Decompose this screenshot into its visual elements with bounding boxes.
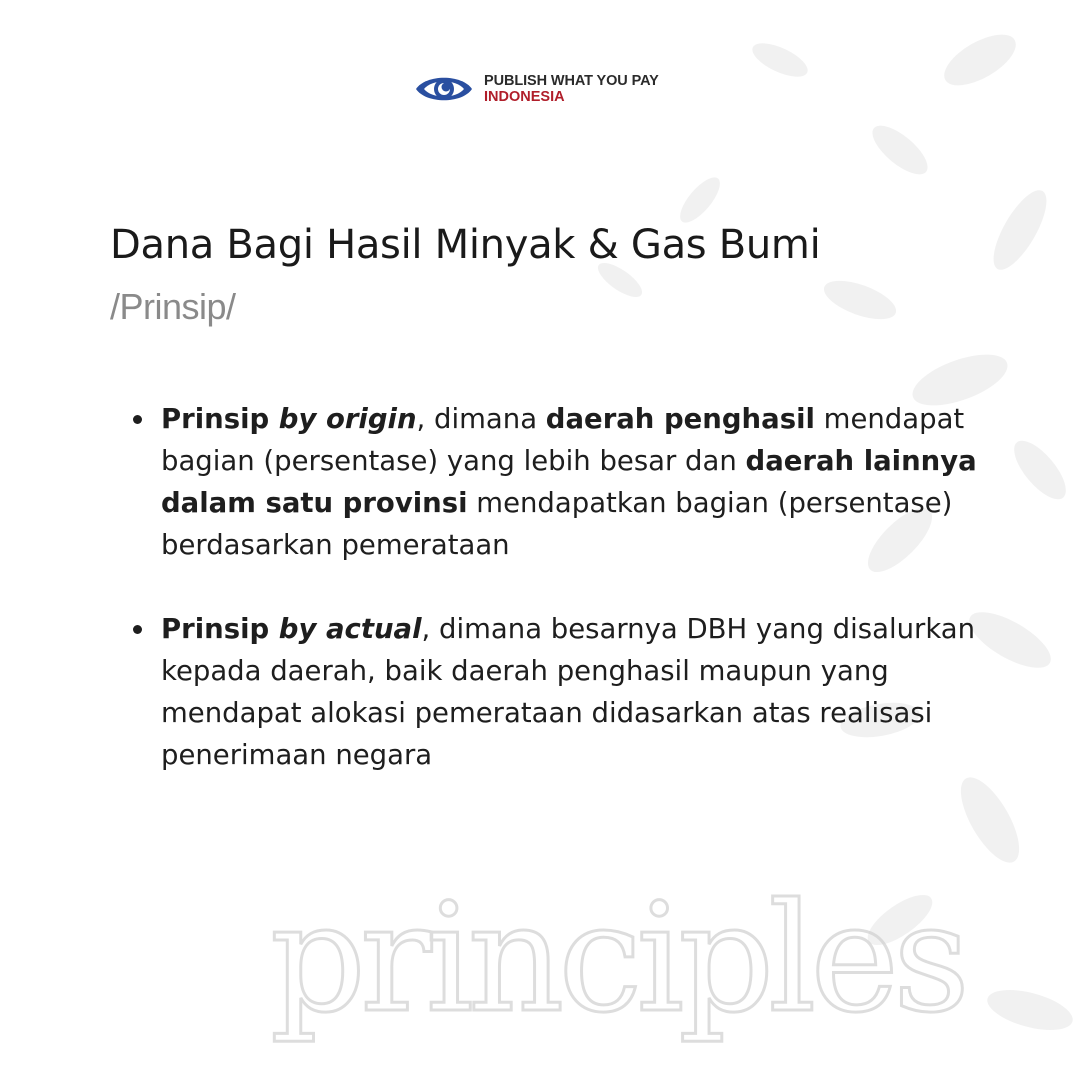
bullet-2-term: Prinsip	[161, 613, 279, 645]
principles-watermark	[270, 860, 965, 1060]
bullet-2-term-italic: by actual	[278, 613, 422, 645]
bullet-1-text-2: mendapat bagian (persentase) yang lebih besar dan	[161, 403, 965, 477]
bullet-1-term-italic: by origin	[278, 403, 417, 435]
bullet-1-text-3: mendapatkan bagian (persentase) berdasarkan pemerataan	[161, 487, 953, 561]
bullet-1-highlight-2: daerah lainnya dalam satu provinsi	[161, 445, 977, 519]
bullet-1-highlight-1: daerah penghasil	[545, 403, 815, 435]
eye-logo-icon	[414, 72, 474, 106]
logo-line-1: PUBLISH WHAT YOU PAY	[484, 73, 659, 89]
page-subtitle: /Prinsip/	[110, 286, 236, 327]
logo-line-2: INDONESIA	[484, 89, 565, 105]
bullet-by-origin	[131, 398, 981, 566]
page-title: Dana Bagi Hasil Minyak & Gas Bumi	[110, 222, 821, 268]
bullet-by-actual	[131, 608, 981, 776]
watermark-text: principles	[270, 872, 965, 1046]
publish-what-you-pay-logo	[414, 72, 659, 106]
bullet-1-term: Prinsip	[161, 403, 279, 435]
logo-text	[484, 73, 659, 105]
bullet-2-text: , dimana besarnya DBH yang disalurkan kepada daerah, baik daerah penghasil maupun yang mendapat alokasi pemerataan didasarkan atas realisasi penerimaan negara	[161, 613, 976, 771]
bullet-1-text: , dimana	[416, 403, 546, 435]
principles-list	[131, 398, 981, 818]
